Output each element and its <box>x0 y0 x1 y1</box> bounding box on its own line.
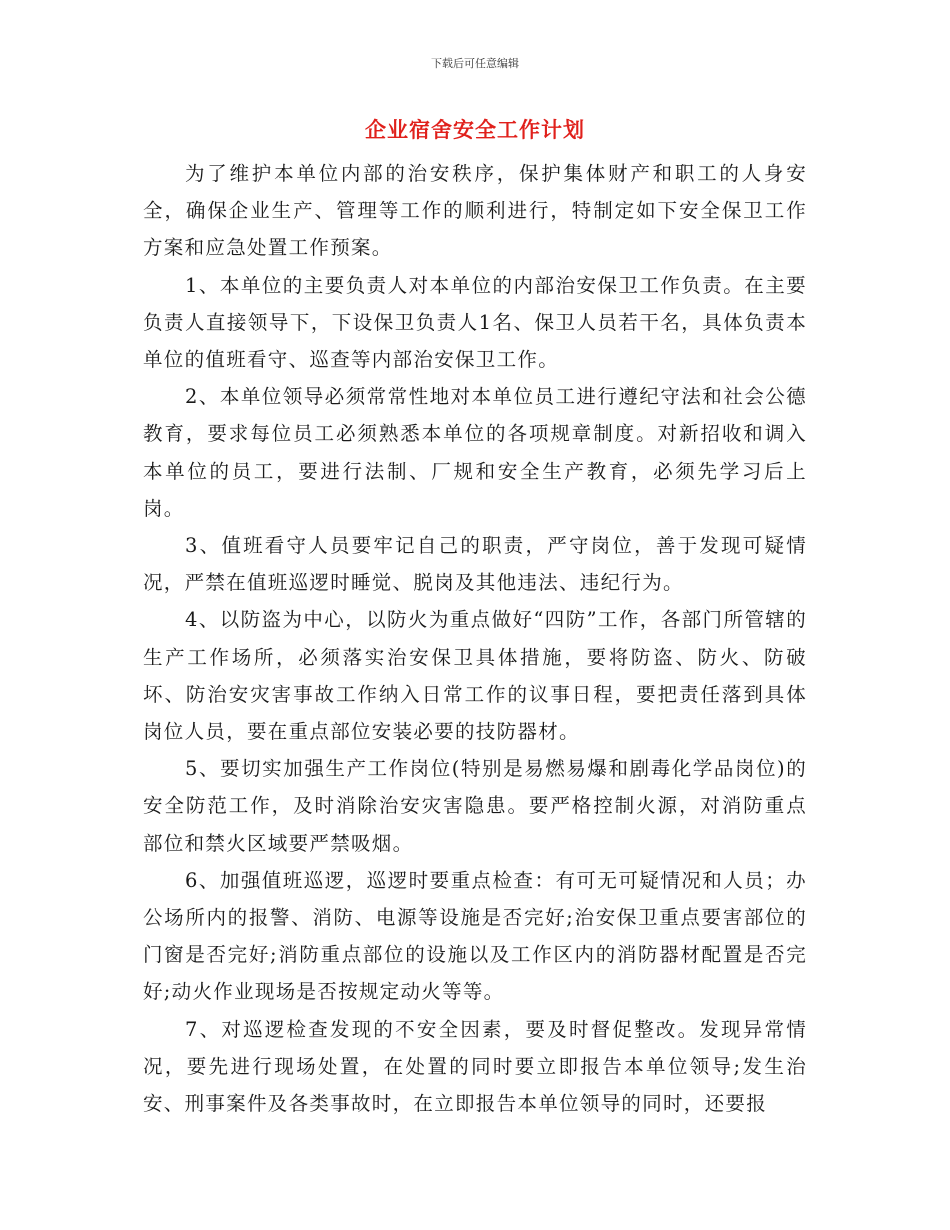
paragraph-item-7: 7、对巡逻检查发现的不安全因素，要及时督促整改。发现异常情况，要先进行现场处置，在处置的同时要立即报告本单位领导;发生治安、刑事案件及各类事故时，在立即报告本单位领导的同时，还要报 <box>143 1017 807 1116</box>
paragraph-item-2: 2、本单位领导必须常常性地对本单位员工进行遵纪守法和社会公德教育，要求每位员工必须熟悉本单位的各项规章制度。对新招收和调入本单位的员工，要进行法制、厂规和安全生产教育，必须先学习后上岗。 <box>143 385 807 520</box>
header-note: 下载后可任意编辑 <box>431 57 519 70</box>
paragraph-item-3: 3、值班看守人员要牢记自己的职责，严守岗位，善于发现可疑情况，严禁在值班巡逻时睡觉、脱岗及其他违法、违纪行为。 <box>143 534 807 595</box>
document-body <box>143 155 807 1122</box>
paragraph-intro: 为了维护本单位内部的治安秩序，保护集体财产和职工的人身安全，确保企业生产、管理等工作的顺利进行，特制定如下安全保卫工作方案和应急处置工作预案。 <box>143 162 807 260</box>
paragraph-item-5: 5、要切实加强生产工作岗位(特别是易燃易爆和剧毒化学品岗位)的安全防范工作，及时消除治安灾害隐患。要严格控制火源，对消防重点部位和禁火区域要严禁吸烟。 <box>143 757 808 855</box>
paragraph-item-4: 4、以防盗为中心，以防火为重点做好“四防”工作，各部门所管辖的生产工作场所，必须落实治安保卫具体措施，要将防盗、防火、防破坏、防治安灾害事故工作纳入日常工作的议事日程，要把责任落到具体岗位人员，要在重点部位安装必要的技防器材。 <box>143 608 807 744</box>
paragraph-item-1: 1、本单位的主要负责人对本单位的内部治安保卫工作负责。在主要负责人直接领导下，下设保卫负责人1名、保卫人员若干名，具体负责本单位的值班看守、巡查等内部治安保卫工作。 <box>143 273 807 372</box>
paragraph-item-6: 6、加强值班巡逻，巡逻时要重点检查：有可无可疑情况和人员；办公场所内的报警、消防、电源等设施是否完好;治安保卫重点要害部位的门窗是否完好;消防重点部位的设施以及工作区内的消防器材配置是否完好;动火作业现场是否按规定动火等等。 <box>143 868 807 1004</box>
document-title: 企业宿舍安全工作计划 <box>365 118 585 142</box>
